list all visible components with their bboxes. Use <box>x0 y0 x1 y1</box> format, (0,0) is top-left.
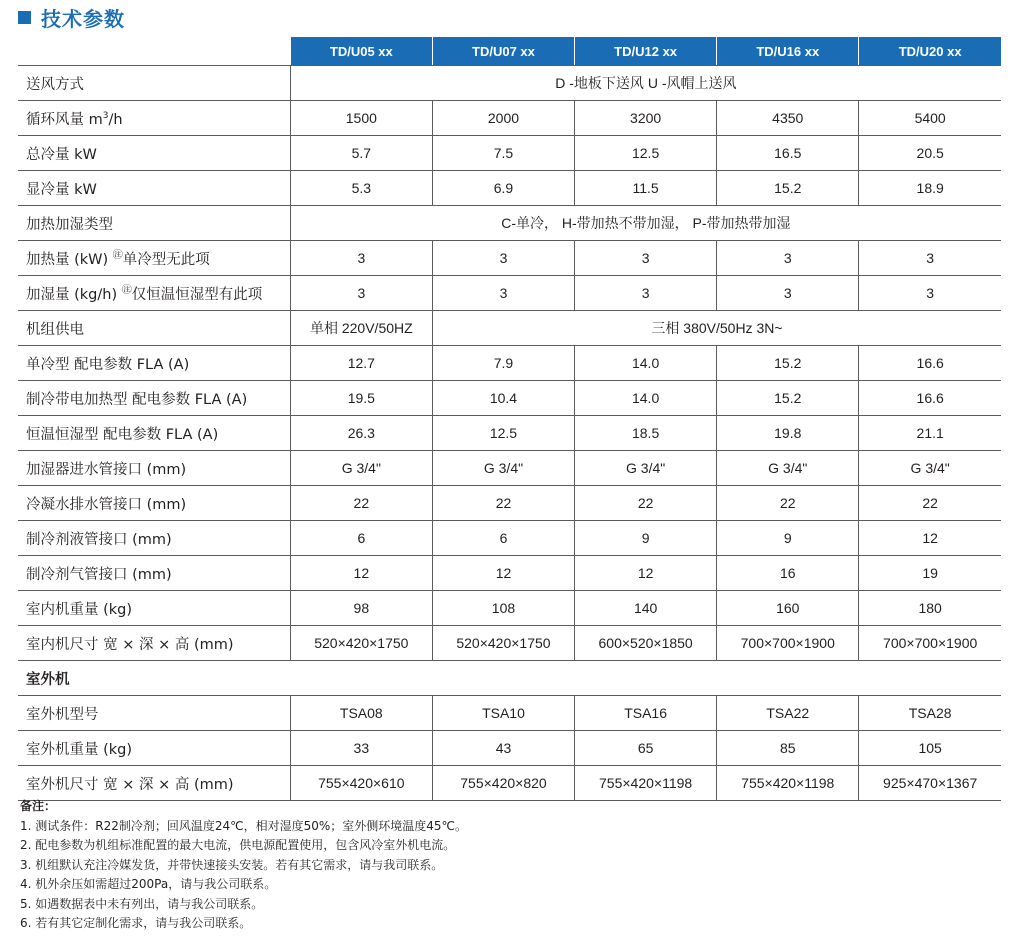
value-cell: 22 <box>859 486 1001 521</box>
value-cell: TSA08 <box>290 696 432 731</box>
value-cell: 10.4 <box>432 381 574 416</box>
label-text: 加热量 (kW) <box>26 251 113 268</box>
value-cell: 20.5 <box>859 136 1001 171</box>
value-cell: 21.1 <box>859 416 1001 451</box>
value-cell: 16.6 <box>859 346 1001 381</box>
value-cell: 9 <box>717 521 859 556</box>
label-text: 单冷型无此项 <box>122 251 210 268</box>
value-cell: 26.3 <box>290 416 432 451</box>
value-cell: 2000 <box>432 101 574 136</box>
model-header: TD/U12 xx <box>575 37 717 66</box>
value-cell: 16 <box>717 556 859 591</box>
value-cell: 3 <box>290 276 432 311</box>
value-cell: 700×700×1900 <box>859 626 1001 661</box>
value-cell: 520×420×1750 <box>432 626 574 661</box>
value-cell: 19 <box>859 556 1001 591</box>
value-cell: 12.5 <box>432 416 574 451</box>
notes-title: 备注： <box>20 799 57 813</box>
value-cell: 5.7 <box>290 136 432 171</box>
row-label <box>18 276 290 311</box>
value-cell: 4350 <box>717 101 859 136</box>
value-cell: TSA16 <box>575 696 717 731</box>
row-label: 冷凝水排水管接口 (mm) <box>18 486 290 521</box>
power-single-phase: 单相 220V/50HZ <box>290 311 432 346</box>
value-cell: 12 <box>290 556 432 591</box>
value-cell: 12.7 <box>290 346 432 381</box>
value-cell: 12 <box>432 556 574 591</box>
row-label: 加热加湿类型 <box>18 206 290 241</box>
value-cell: TSA28 <box>859 696 1001 731</box>
value-cell: 6.9 <box>432 171 574 206</box>
value-cell: 3 <box>859 241 1001 276</box>
value-cell: 16.6 <box>859 381 1001 416</box>
note-mark-icon: ㊟ <box>121 284 132 296</box>
value-cell: 180 <box>859 591 1001 626</box>
table-row <box>18 66 1001 101</box>
value-cell: 22 <box>575 486 717 521</box>
table-row <box>18 451 1001 486</box>
value-cell: 755×420×1198 <box>575 766 717 801</box>
value-cell: 3 <box>575 241 717 276</box>
table-row <box>18 591 1001 626</box>
note-item: 2. 配电参数为机组标准配置的最大电流，供电源配置使用，包含风冷室外机电流。 <box>20 838 456 852</box>
value-cell: 3200 <box>575 101 717 136</box>
label-superscript: 3 <box>102 110 109 121</box>
value-cell: TSA10 <box>432 696 574 731</box>
value-cell: 22 <box>717 486 859 521</box>
row-label: 室内机重量 (kg) <box>18 591 290 626</box>
notes <box>20 797 1000 934</box>
value-cell: G 3/4" <box>575 451 717 486</box>
row-label: 制冷剂液管接口 (mm) <box>18 521 290 556</box>
table-row <box>18 521 1001 556</box>
row-label: 室外机型号 <box>18 696 290 731</box>
value-cell: 3 <box>432 276 574 311</box>
value-cell: 3 <box>290 241 432 276</box>
row-label: 室内机尺寸 宽 × 深 × 高 (mm) <box>18 626 290 661</box>
section-blank <box>290 661 1001 696</box>
note-item: 4. 机外余压如需超过200Pa，请与我公司联系。 <box>20 877 277 891</box>
value-cell: 925×470×1367 <box>859 766 1001 801</box>
note-item: 3. 机组默认充注冷媒发货，并带快速接头安装。若有其它需求，请与我司联系。 <box>20 857 444 872</box>
row-label <box>18 101 290 136</box>
value-cell: 105 <box>859 731 1001 766</box>
value-cell: 755×420×610 <box>290 766 432 801</box>
label-text: /h <box>108 111 123 128</box>
value-cell: G 3/4" <box>290 451 432 486</box>
value-cell: 33 <box>290 731 432 766</box>
table-row <box>18 696 1001 731</box>
value-cell: G 3/4" <box>717 451 859 486</box>
value-cell: 5.3 <box>290 171 432 206</box>
value-cell: 15.2 <box>717 171 859 206</box>
value-cell: 16.5 <box>717 136 859 171</box>
value-cell: 3 <box>717 241 859 276</box>
value-cell: 98 <box>290 591 432 626</box>
value-cell: 700×700×1900 <box>717 626 859 661</box>
table-row <box>18 241 1001 276</box>
table-row <box>18 171 1001 206</box>
table-row <box>18 136 1001 171</box>
table-row <box>18 346 1001 381</box>
model-header: TD/U07 xx <box>432 37 574 66</box>
value-cell: G 3/4" <box>432 451 574 486</box>
table-row <box>18 486 1001 521</box>
table-row <box>18 101 1001 136</box>
model-header: TD/U16 xx <box>717 37 859 66</box>
value-cell: 11.5 <box>575 171 717 206</box>
value-cell: 19.5 <box>290 381 432 416</box>
label-text: 仅恒温恒湿型有此项 <box>131 286 263 303</box>
value-cell: 7.5 <box>432 136 574 171</box>
value-cell: 520×420×1750 <box>290 626 432 661</box>
model-header: TD/U20 xx <box>859 37 1001 66</box>
header-row <box>18 37 1001 66</box>
value-cell: 43 <box>432 731 574 766</box>
row-label: 室外机尺寸 宽 × 深 × 高 (mm) <box>18 766 290 801</box>
table-row <box>18 311 1001 346</box>
note-mark-icon: ㊟ <box>112 249 123 261</box>
row-label: 加湿器进水管接口 (mm) <box>18 451 290 486</box>
table-row <box>18 766 1001 801</box>
value-cell: 3 <box>575 276 717 311</box>
row-label: 机组供电 <box>18 311 290 346</box>
value-cell: 65 <box>575 731 717 766</box>
section-row <box>18 661 1001 696</box>
row-label <box>18 241 290 276</box>
section-heading <box>18 4 125 30</box>
value-cell: 5400 <box>859 101 1001 136</box>
value-cell: 12 <box>575 556 717 591</box>
value-cell: 7.9 <box>432 346 574 381</box>
value-cell: 1500 <box>290 101 432 136</box>
value-cell: 160 <box>717 591 859 626</box>
value-cell: 9 <box>575 521 717 556</box>
value-cell: G 3/4" <box>859 451 1001 486</box>
spec-table <box>18 37 1001 801</box>
value-cell: 12 <box>859 521 1001 556</box>
row-label: 单冷型 配电参数 FLA (A) <box>18 346 290 381</box>
table-row <box>18 276 1001 311</box>
value-cell: 14.0 <box>575 346 717 381</box>
table-row <box>18 626 1001 661</box>
note-item: 6. 若有其它定制化需求，请与我公司联系。 <box>20 916 252 930</box>
page-title: 技术参数 <box>41 6 125 31</box>
value-cell: 3 <box>859 276 1001 311</box>
value-cell: 108 <box>432 591 574 626</box>
outdoor-section-title: 室外机 <box>18 661 290 696</box>
row-label: 室外机重量 (kg) <box>18 731 290 766</box>
value-cell: 6 <box>290 521 432 556</box>
table-row <box>18 556 1001 591</box>
note-item: 1. 测试条件：R22制冷剂；回风温度24℃，相对湿度50%；室外侧环境温度45℃。 <box>20 818 468 833</box>
value-cell: 85 <box>717 731 859 766</box>
heading-square-icon <box>18 11 31 24</box>
value-cell: 15.2 <box>717 346 859 381</box>
value-cell: 3 <box>432 241 574 276</box>
value-cell: 755×420×820 <box>432 766 574 801</box>
value-cell: 15.2 <box>717 381 859 416</box>
row-label: 总冷量 kW <box>18 136 290 171</box>
row-label: 制冷带电加热型 配电参数 FLA (A) <box>18 381 290 416</box>
note-item: 5. 如遇数据表中未有列出，请与我公司联系。 <box>20 896 264 911</box>
value-cell: 3 <box>717 276 859 311</box>
table-row <box>18 416 1001 451</box>
value-cell: 12.5 <box>575 136 717 171</box>
value-cell: TSA22 <box>717 696 859 731</box>
value-cell: 14.0 <box>575 381 717 416</box>
value-cell: 22 <box>290 486 432 521</box>
table-row <box>18 206 1001 241</box>
label-text: 循环风量 m <box>26 111 103 128</box>
heating-type-value: C-单冷， H-带加热不带加湿， P-带加热带加湿 <box>290 206 1001 241</box>
value-cell: 19.8 <box>717 416 859 451</box>
value-cell: 600×520×1850 <box>575 626 717 661</box>
table-row <box>18 381 1001 416</box>
header-blank <box>18 37 290 66</box>
supply-air-value: D -地板下送风 U -风帽上送风 <box>290 66 1001 101</box>
value-cell: 140 <box>575 591 717 626</box>
value-cell: 22 <box>432 486 574 521</box>
power-three-phase: 三相 380V/50Hz 3N~ <box>432 311 1001 346</box>
row-label: 显冷量 kW <box>18 171 290 206</box>
label-text: 加湿量 (kg/h) <box>26 286 122 303</box>
value-cell: 755×420×1198 <box>717 766 859 801</box>
row-label: 送风方式 <box>18 66 290 101</box>
model-header: TD/U05 xx <box>290 37 432 66</box>
row-label: 恒温恒湿型 配电参数 FLA (A) <box>18 416 290 451</box>
value-cell: 18.5 <box>575 416 717 451</box>
table-row <box>18 731 1001 766</box>
value-cell: 18.9 <box>859 171 1001 206</box>
value-cell: 6 <box>432 521 574 556</box>
row-label: 制冷剂气管接口 (mm) <box>18 556 290 591</box>
notes-list <box>20 817 1000 934</box>
